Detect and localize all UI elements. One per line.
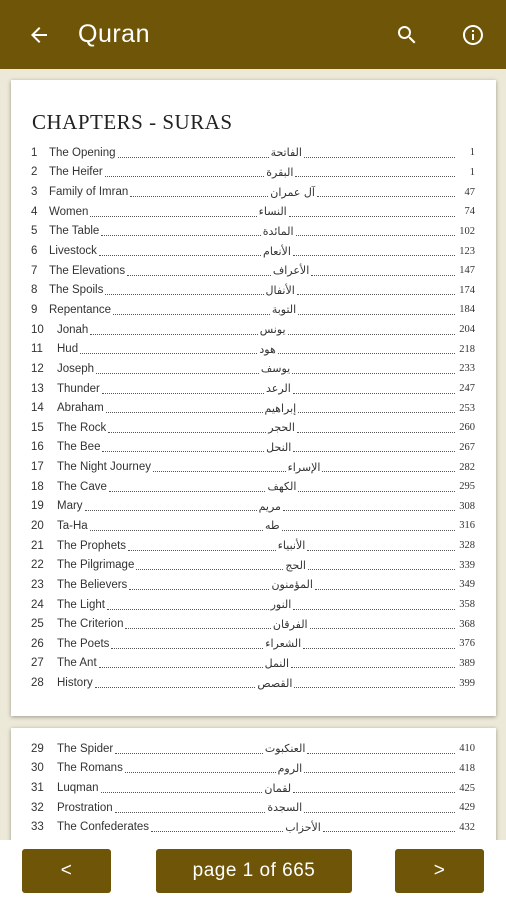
leader-dots bbox=[125, 619, 270, 629]
chapter-number: 8 bbox=[31, 284, 38, 297]
chapter-english-name: The Table bbox=[49, 225, 100, 238]
chapter-row[interactable] bbox=[31, 379, 475, 399]
leader-dots bbox=[303, 639, 455, 649]
leader-dots bbox=[317, 187, 455, 197]
chapter-row[interactable] bbox=[31, 536, 475, 556]
leader-dots bbox=[291, 658, 455, 668]
chapter-page-number: 339 bbox=[459, 559, 476, 571]
chapter-row[interactable] bbox=[31, 654, 475, 674]
chapter-page-number: 295 bbox=[459, 481, 475, 493]
leader-dots bbox=[293, 600, 455, 610]
chapter-row[interactable] bbox=[31, 457, 475, 477]
chapter-page-number: 1 bbox=[469, 147, 476, 159]
leader-dots bbox=[85, 501, 257, 511]
chapter-page-number: 74 bbox=[464, 206, 475, 218]
leader-dots bbox=[105, 167, 265, 177]
chapter-arabic-name: النحل bbox=[266, 440, 292, 454]
leader-dots bbox=[128, 541, 276, 551]
chapter-english-name: Jonah bbox=[57, 323, 89, 336]
leader-dots bbox=[282, 521, 455, 531]
leader-dots bbox=[101, 783, 263, 793]
chapter-number: 33 bbox=[31, 821, 44, 834]
chapter-english-name: The Night Journey bbox=[57, 461, 151, 474]
chapter-english-name: The Spider bbox=[57, 742, 114, 755]
chapter-page-number: 233 bbox=[459, 363, 476, 375]
chapter-arabic-name: طه bbox=[265, 519, 280, 533]
chapter-list bbox=[31, 143, 475, 693]
chapter-row[interactable] bbox=[31, 359, 475, 379]
chapter-english-name: The Poets bbox=[57, 637, 110, 650]
chapter-english-name: The Bee bbox=[57, 441, 101, 454]
chapter-arabic-name: الحج bbox=[285, 558, 306, 572]
chapter-page-number: 184 bbox=[459, 304, 475, 316]
next-page-button[interactable]: > bbox=[395, 849, 484, 893]
page-viewer[interactable] bbox=[0, 69, 506, 840]
chapter-number: 10 bbox=[31, 323, 44, 336]
chapter-number: 27 bbox=[31, 657, 44, 670]
app-title: Quran bbox=[78, 20, 150, 48]
leader-dots bbox=[95, 678, 256, 688]
book-page-next bbox=[11, 728, 496, 840]
chapter-page-number: 389 bbox=[459, 657, 475, 669]
chapter-page-number: 376 bbox=[459, 638, 475, 650]
leader-dots bbox=[311, 266, 455, 276]
chapter-english-name: The Romans bbox=[57, 762, 123, 775]
leader-dots bbox=[288, 325, 455, 335]
chapter-english-name: Repentance bbox=[49, 303, 112, 316]
chapter-page-number: 399 bbox=[459, 677, 475, 689]
chapter-english-name: Family of Imran bbox=[49, 186, 129, 199]
leader-dots bbox=[90, 207, 256, 217]
leader-dots bbox=[101, 226, 261, 236]
chapter-page-number: 1 bbox=[469, 166, 475, 178]
chapter-english-name: The Spoils bbox=[49, 284, 104, 297]
chapter-arabic-name: الإسراء bbox=[287, 460, 321, 474]
chapter-page-number: 204 bbox=[459, 324, 475, 336]
leader-dots bbox=[322, 462, 455, 472]
chapter-page-number: 174 bbox=[459, 284, 475, 296]
chapter-arabic-name: السجدة bbox=[267, 801, 303, 815]
leader-dots bbox=[108, 423, 266, 433]
chapter-arabic-name: الفاتحة bbox=[270, 146, 302, 160]
leader-dots bbox=[297, 423, 455, 433]
chapter-page-number: 368 bbox=[459, 618, 476, 630]
leader-dots bbox=[80, 344, 257, 354]
chapter-number: 7 bbox=[31, 264, 38, 277]
chapter-arabic-name: العنكبوت bbox=[264, 742, 306, 756]
chapter-number: 28 bbox=[31, 677, 44, 690]
search-button[interactable] bbox=[374, 0, 440, 69]
chapter-arabic-name: الأنبياء bbox=[277, 539, 306, 553]
leader-dots bbox=[136, 560, 283, 570]
chapter-number: 17 bbox=[31, 461, 44, 474]
chapter-list-next bbox=[31, 739, 475, 837]
leader-dots bbox=[289, 207, 455, 217]
chapter-arabic-name: التوبة bbox=[271, 303, 297, 317]
chapter-english-name: The Heifer bbox=[49, 166, 103, 179]
chapter-arabic-name: يوسف bbox=[260, 362, 291, 376]
chapter-english-name: The Elevations bbox=[49, 264, 126, 277]
chapter-number: 9 bbox=[31, 303, 38, 316]
leader-dots bbox=[310, 619, 455, 629]
leader-dots bbox=[109, 482, 266, 492]
chapter-number: 2 bbox=[31, 166, 38, 179]
chapter-number: 19 bbox=[31, 500, 44, 513]
chapter-arabic-name: الرعد bbox=[266, 382, 291, 395]
leader-dots bbox=[283, 501, 455, 511]
leader-dots bbox=[298, 482, 455, 492]
chapter-row[interactable] bbox=[31, 614, 475, 634]
chapter-row[interactable] bbox=[31, 778, 475, 798]
chapter-page-number: 308 bbox=[459, 500, 475, 512]
chapter-page-number: 432 bbox=[459, 821, 475, 833]
leader-dots bbox=[106, 403, 263, 413]
chapter-number: 15 bbox=[31, 421, 44, 434]
chapter-row[interactable] bbox=[31, 516, 475, 536]
chapter-page-number: 47 bbox=[464, 186, 476, 198]
leader-dots bbox=[153, 462, 286, 472]
chapter-page-number: 123 bbox=[459, 245, 475, 257]
chapter-row[interactable] bbox=[31, 202, 475, 222]
chapter-page-number: 418 bbox=[459, 762, 476, 774]
chapter-arabic-name: الفرقان bbox=[272, 617, 308, 631]
leader-dots bbox=[298, 305, 455, 315]
chapter-row[interactable] bbox=[31, 673, 475, 693]
chapter-page-number: 410 bbox=[459, 743, 476, 755]
chapter-number: 30 bbox=[31, 762, 44, 775]
chapter-page-number: 429 bbox=[459, 802, 475, 814]
search-icon bbox=[395, 23, 419, 47]
chapter-row[interactable] bbox=[31, 818, 475, 838]
chapter-number: 18 bbox=[31, 480, 44, 493]
chapter-english-name: Abraham bbox=[57, 402, 104, 415]
chapter-row[interactable] bbox=[31, 222, 475, 242]
leader-dots bbox=[296, 226, 456, 236]
leader-dots bbox=[151, 822, 283, 832]
chapter-number: 23 bbox=[31, 578, 44, 591]
chapter-row[interactable] bbox=[31, 497, 475, 517]
chapter-arabic-name: الأنفال bbox=[265, 283, 295, 297]
leader-dots bbox=[293, 384, 455, 394]
leader-dots bbox=[307, 744, 455, 754]
leader-dots bbox=[102, 384, 264, 394]
chapter-english-name: The Pilgrimage bbox=[57, 559, 135, 572]
chapter-page-number: 253 bbox=[459, 402, 476, 414]
leader-dots bbox=[292, 364, 455, 374]
chapter-arabic-name: الروم bbox=[277, 761, 303, 775]
leader-dots bbox=[293, 246, 455, 256]
arrow-back-icon bbox=[27, 23, 51, 47]
leader-dots bbox=[295, 167, 455, 177]
chapter-english-name: Hud bbox=[57, 343, 79, 356]
chapter-number: 31 bbox=[31, 782, 44, 795]
chapter-number: 26 bbox=[31, 637, 44, 650]
chapter-english-name: Luqman bbox=[57, 782, 99, 795]
chapter-page-number: 247 bbox=[459, 383, 476, 394]
chapter-row[interactable] bbox=[31, 398, 475, 418]
chapter-row[interactable] bbox=[31, 300, 475, 320]
chapter-row[interactable] bbox=[31, 241, 475, 261]
chapter-english-name: Livestock bbox=[49, 245, 97, 258]
chapter-row[interactable] bbox=[31, 555, 475, 575]
chapter-number: 32 bbox=[31, 801, 44, 814]
leader-dots bbox=[298, 403, 455, 413]
leader-dots bbox=[129, 580, 269, 590]
chapter-english-name: Ta-Ha bbox=[57, 519, 88, 532]
chapter-number: 5 bbox=[31, 225, 38, 238]
chapter-english-name: Women bbox=[49, 205, 89, 218]
chapter-row[interactable] bbox=[31, 798, 475, 818]
leader-dots bbox=[102, 442, 264, 452]
chapter-row[interactable] bbox=[31, 261, 475, 281]
chapter-row[interactable] bbox=[31, 634, 475, 654]
chapter-row[interactable] bbox=[31, 759, 475, 779]
chapter-arabic-name: هود bbox=[259, 342, 276, 356]
chapter-arabic-name: المائدة bbox=[262, 224, 294, 238]
chapter-english-name: History bbox=[57, 677, 93, 690]
chapter-english-name: The Ant bbox=[57, 657, 97, 670]
leader-dots bbox=[293, 783, 455, 793]
chapter-english-name: The Prophets bbox=[57, 539, 127, 552]
chapter-english-name: The Cave bbox=[57, 480, 107, 493]
chapter-arabic-name: لقمان bbox=[264, 781, 292, 795]
leader-dots bbox=[111, 639, 263, 649]
previous-page-button[interactable]: < bbox=[22, 849, 111, 893]
chapter-english-name: The Believers bbox=[57, 578, 128, 591]
chapter-number: 3 bbox=[31, 186, 38, 199]
page-indicator-button[interactable]: page 1 of 665 bbox=[156, 849, 352, 893]
chapter-page-number: 358 bbox=[459, 599, 475, 611]
chapter-number: 4 bbox=[31, 205, 38, 218]
chapter-page-number: 282 bbox=[459, 461, 476, 473]
chapter-number: 13 bbox=[31, 382, 44, 395]
chapter-arabic-name: النمل bbox=[264, 656, 290, 670]
chapter-number: 21 bbox=[31, 539, 44, 552]
chapter-row[interactable] bbox=[31, 280, 475, 300]
chapter-row[interactable] bbox=[31, 339, 475, 359]
chapter-arabic-name: الشعراء bbox=[265, 637, 302, 651]
chapter-english-name: The Opening bbox=[49, 146, 116, 159]
leader-dots bbox=[90, 325, 257, 335]
chapter-arabic-name: المؤمنون bbox=[271, 578, 313, 592]
chapter-english-name: The Criterion bbox=[57, 618, 124, 631]
leader-dots bbox=[323, 822, 455, 832]
leader-dots bbox=[293, 442, 455, 452]
chapter-number: 20 bbox=[31, 519, 44, 532]
leader-dots bbox=[304, 803, 455, 813]
leader-dots bbox=[90, 521, 263, 531]
chapter-english-name: Prostration bbox=[57, 801, 113, 814]
chapter-page-number: 316 bbox=[459, 520, 475, 532]
chapter-page-number: 147 bbox=[459, 265, 475, 277]
chapter-row[interactable] bbox=[31, 477, 475, 497]
chapter-number: 22 bbox=[31, 559, 44, 572]
leader-dots bbox=[107, 600, 269, 610]
leader-dots bbox=[278, 344, 455, 354]
leader-dots bbox=[304, 763, 455, 773]
chapter-english-name: The Light bbox=[57, 598, 105, 611]
chapter-row[interactable] bbox=[31, 739, 475, 759]
chapter-arabic-name: البقرة bbox=[266, 165, 294, 179]
chapter-row[interactable] bbox=[31, 595, 475, 615]
chapter-number: 1 bbox=[31, 146, 38, 159]
chapter-number: 14 bbox=[31, 402, 44, 415]
chapter-row[interactable] bbox=[31, 418, 475, 438]
chapter-english-name: Joseph bbox=[57, 362, 95, 375]
chapter-row[interactable] bbox=[31, 438, 475, 458]
chapter-number: 25 bbox=[31, 618, 44, 631]
chapter-number: 6 bbox=[31, 245, 38, 258]
chapter-page-number: 102 bbox=[459, 225, 476, 237]
chapter-number: 24 bbox=[31, 598, 44, 611]
chapter-arabic-name: الأحزاب bbox=[285, 820, 321, 834]
leader-dots bbox=[130, 187, 268, 197]
chapter-english-name: The Confederates bbox=[57, 821, 150, 834]
chapter-arabic-name: الكهف bbox=[267, 480, 297, 494]
leader-dots bbox=[315, 580, 455, 590]
app-bar bbox=[0, 0, 506, 69]
leader-dots bbox=[294, 678, 455, 688]
page-heading: CHAPTERS - SURAS bbox=[32, 110, 233, 134]
chapter-number: 29 bbox=[31, 742, 44, 755]
chapter-page-number: 260 bbox=[459, 422, 475, 434]
chapter-page-number: 267 bbox=[459, 441, 475, 453]
chapter-number: 11 bbox=[31, 343, 43, 356]
leader-dots bbox=[115, 803, 266, 813]
leader-dots bbox=[307, 541, 455, 551]
chapter-row[interactable] bbox=[31, 320, 475, 340]
leader-dots bbox=[115, 744, 263, 754]
chapter-english-name: Thunder bbox=[57, 382, 100, 395]
leader-dots bbox=[96, 364, 259, 374]
chapter-arabic-name: الأنعام bbox=[263, 244, 291, 258]
chapter-arabic-name: إبراهيم bbox=[264, 401, 297, 415]
chapter-page-number: 328 bbox=[459, 540, 476, 552]
chapter-arabic-name: القصص bbox=[257, 676, 293, 690]
leader-dots bbox=[113, 305, 270, 315]
leader-dots bbox=[304, 148, 455, 158]
leader-dots bbox=[105, 285, 263, 295]
chapter-page-number: 218 bbox=[459, 343, 475, 355]
chapter-row[interactable] bbox=[31, 163, 475, 183]
book-page bbox=[11, 80, 496, 716]
chapter-row[interactable] bbox=[31, 182, 475, 202]
info-button[interactable] bbox=[440, 0, 506, 69]
chapter-arabic-name: النور bbox=[270, 598, 292, 612]
chapter-arabic-name: الأعراف bbox=[272, 264, 310, 278]
leader-dots bbox=[99, 246, 261, 256]
chapter-row[interactable] bbox=[31, 575, 475, 595]
leader-dots bbox=[118, 148, 269, 158]
chapter-english-name: Mary bbox=[57, 500, 83, 513]
bottom-nav bbox=[0, 840, 506, 900]
chapter-number: 12 bbox=[31, 362, 44, 375]
chapter-arabic-name: آل عمران bbox=[270, 185, 315, 199]
back-button[interactable] bbox=[0, 0, 78, 69]
chapter-arabic-name: الحجر bbox=[268, 421, 295, 435]
chapter-arabic-name: يونس bbox=[259, 323, 286, 337]
leader-dots bbox=[127, 266, 271, 276]
chapter-arabic-name: النساء bbox=[258, 205, 287, 219]
chapter-number: 16 bbox=[31, 441, 44, 454]
chapter-row[interactable] bbox=[31, 143, 475, 163]
leader-dots bbox=[125, 763, 276, 773]
leader-dots bbox=[99, 658, 263, 668]
info-icon bbox=[461, 23, 485, 47]
leader-dots bbox=[308, 560, 455, 570]
chapter-page-number: 349 bbox=[459, 579, 476, 591]
chapter-arabic-name: مريم bbox=[258, 499, 281, 513]
leader-dots bbox=[297, 285, 455, 295]
chapter-page-number: 425 bbox=[459, 782, 475, 794]
chapter-english-name: The Rock bbox=[57, 421, 107, 434]
